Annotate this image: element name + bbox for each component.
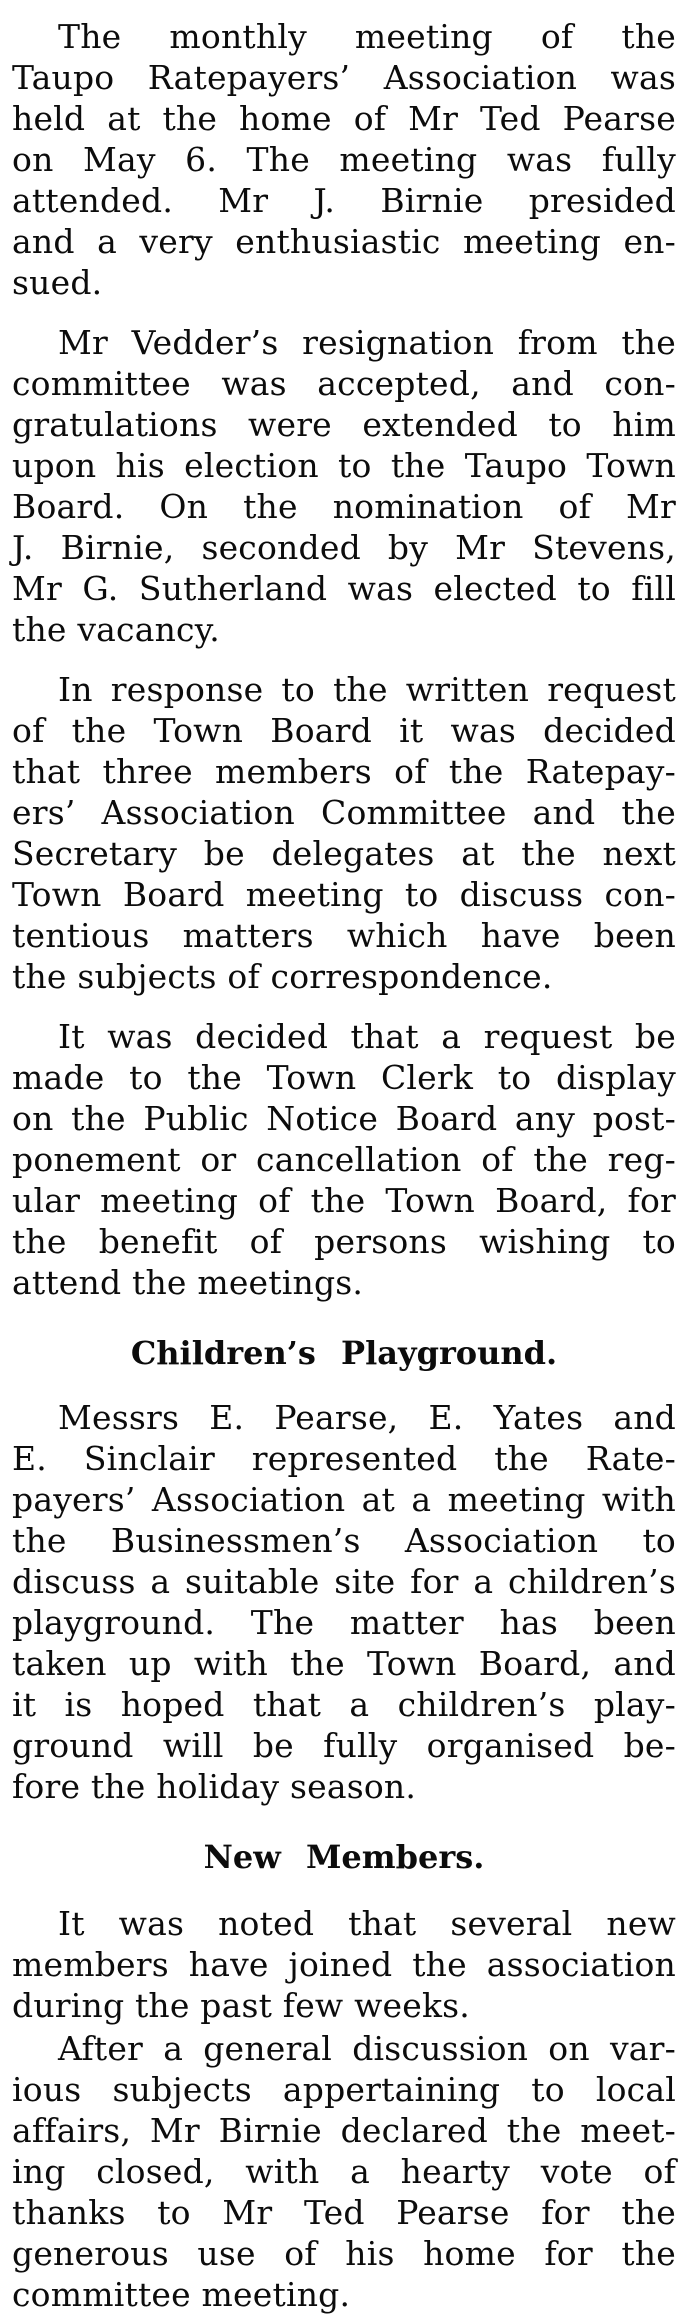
text-line: Taupo Ratepayers’ Association was <box>12 58 676 97</box>
paragraph-town-board-request <box>12 669 676 997</box>
text-line: attend the meetings. <box>12 1263 364 1302</box>
text-line: ground will be fully organised be- <box>12 1726 676 1765</box>
paragraph-playground <box>12 1397 676 1807</box>
text-line: taken up with the Town Board, and <box>12 1644 676 1683</box>
text-line: ing closed, with a hearty vote of <box>12 2152 676 2191</box>
text-line: committee was accepted, and con- <box>12 364 676 403</box>
text-line: committee meeting. <box>12 2275 351 2314</box>
text-line: ponement or cancellation of the reg- <box>12 1140 676 1179</box>
text-line: gratulations were extended to him <box>12 405 676 444</box>
text-line: Mr Vedder’s resignation from the <box>58 323 676 362</box>
text-line: and a very enthusiastic meeting en- <box>12 222 676 261</box>
text-line: Board. On the nomination of Mr <box>12 487 676 526</box>
text-line: the subjects of correspondence. <box>12 957 553 996</box>
text-line: ular meeting of the Town Board, for <box>12 1181 676 1220</box>
text-line: sued. <box>12 263 103 302</box>
text-line: attended. Mr J. Birnie presided <box>12 181 676 220</box>
text-line: fore the holiday season. <box>12 1767 417 1806</box>
text-line: It was noted that several new <box>58 1904 676 1943</box>
text-line: on May 6. The meeting was fully <box>12 140 676 179</box>
section-heading-new-members: New Members. <box>203 1838 485 1876</box>
paragraph-meeting-intro <box>12 16 676 303</box>
paragraph-resignation <box>12 322 676 650</box>
text-line: After a general discussion on var- <box>58 2029 676 2068</box>
article-column <box>12 16 676 2315</box>
text-line: Secretary be delegates at the next <box>12 834 676 873</box>
text-line: on the Public Notice Board any post- <box>12 1099 676 1138</box>
paragraph-new-members <box>12 1903 676 2026</box>
section-heading-childrens-playground: Children’s Playground. <box>130 1334 558 1372</box>
text-line: Messrs E. Pearse, E. Yates and <box>58 1398 676 1437</box>
text-line: affairs, Mr Birnie declared the meet- <box>12 2111 676 2150</box>
text-line: thanks to Mr Ted Pearse for the <box>12 2193 676 2232</box>
text-line: payers’ Association at a meeting with <box>12 1480 676 1519</box>
text-line: Mr G. Sutherland was elected to fill <box>12 569 676 608</box>
text-line: tentious matters which have been <box>12 916 676 955</box>
paragraph-closing <box>12 2028 676 2315</box>
text-line: generous use of his home for the <box>12 2234 676 2273</box>
text-line: that three members of the Ratepay- <box>12 752 676 791</box>
text-line: the benefit of persons wishing to <box>12 1222 676 1261</box>
text-line: E. Sinclair represented the Rate- <box>12 1439 676 1478</box>
text-line: It was decided that a request be <box>58 1017 676 1056</box>
text-line: discuss a suitable site for a children’s <box>12 1562 676 1601</box>
text-line: of the Town Board it was decided <box>12 711 676 750</box>
text-line: The monthly meeting of the <box>58 17 676 56</box>
text-line: members have joined the association <box>12 1945 676 1984</box>
text-line: J. Birnie, seconded by Mr Stevens, <box>12 528 676 567</box>
text-line: the vacancy. <box>12 610 220 649</box>
text-line: In response to the written request <box>58 670 676 709</box>
text-line: the Businessmen’s Association to <box>12 1521 676 1560</box>
text-line: ious subjects appertaining to local <box>12 2070 676 2109</box>
text-line: upon his election to the Taupo Town <box>12 446 676 485</box>
text-line: during the past few weeks. <box>12 1986 470 2025</box>
text-line: made to the Town Clerk to display <box>12 1058 676 1097</box>
text-line: it is hoped that a children’s play- <box>12 1685 676 1724</box>
paragraph-notice-board <box>12 1016 676 1303</box>
text-line: held at the home of Mr Ted Pearse <box>12 99 676 138</box>
text-line: ers’ Association Committee and the <box>12 793 676 832</box>
text-line: playground. The matter has been <box>12 1603 676 1642</box>
text-line: Town Board meeting to discuss con- <box>12 875 676 914</box>
